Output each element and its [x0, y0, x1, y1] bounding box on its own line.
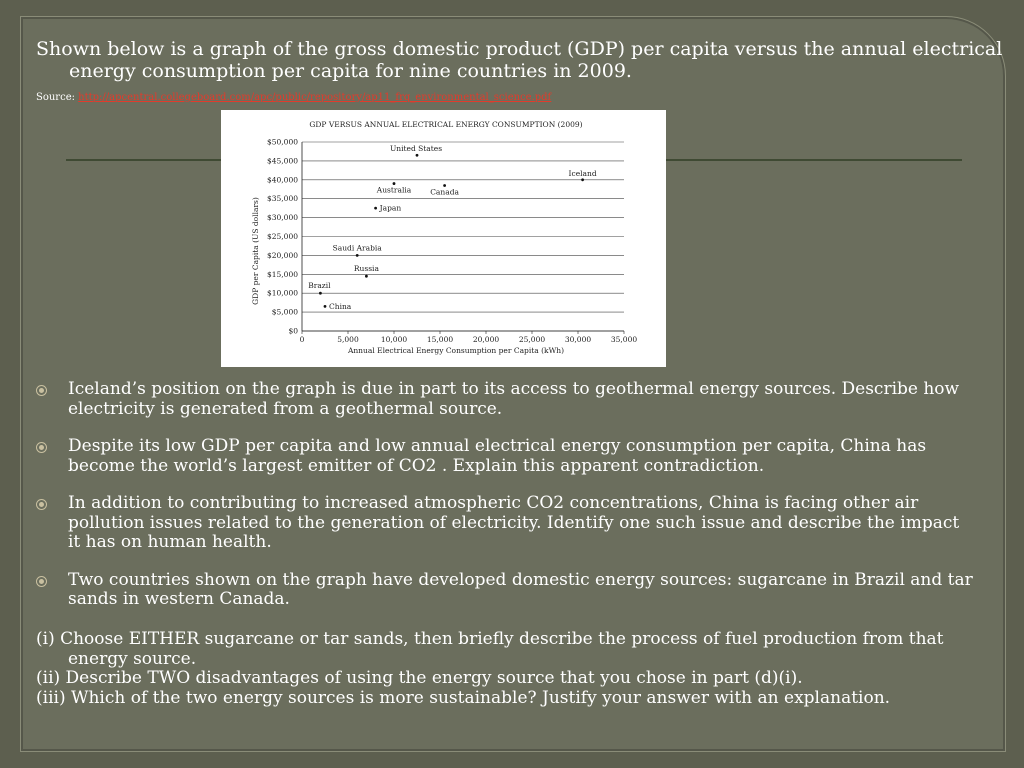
chart-point — [324, 305, 327, 308]
chart-x-tick-label: 5,000 — [337, 335, 359, 344]
chart-y-tick-label: $45,000 — [266, 156, 298, 166]
chart-x-tick-label: 30,000 — [564, 335, 592, 344]
sub-question: (i) Choose EITHER sugarcane or tar sands, then briefly describe the process of fuel production from that energy source. — [36, 629, 944, 669]
bullet-text: In addition to contributing to increased atmospheric CO2 concentrations, China is facing other air pollution issues related to the generation of electricity. Identify one such issue and describe the impact it has on human health. — [68, 493, 960, 552]
bullet-text: Despite its low GDP per capita and low annual electrical energy consumption per capita, China has become the world’s largest emitter of CO2 . Explain this apparent contradiction. — [68, 436, 927, 476]
chart-svg — [221, 110, 666, 367]
chart-point-label: Russia — [353, 264, 379, 274]
chart-point-label: Iceland — [568, 168, 597, 178]
chart-x-tick-label: 25,000 — [518, 335, 546, 344]
chart-x-tick-label: 10,000 — [380, 335, 408, 344]
bullet-item — [36, 380, 976, 419]
bullet-circle-icon — [36, 442, 47, 453]
chart-point — [581, 178, 584, 181]
chart-point — [356, 254, 359, 257]
bullet-text: Two countries shown on the graph have developed domestic energy sources: sugarcane in Brazil and tar sands in western Canada. — [68, 569, 973, 609]
chart-title: GDP VERSUS ANNUAL ELECTRICAL ENERGY CONSUMPTION (2009) — [309, 120, 583, 129]
sub-question: (iii) Which of the two energy sources is more sustainable? Justify your answer with an explanation. — [36, 687, 891, 708]
bullet-text: Iceland’s position on the graph is due in part to its access to geothermal energy sources. Describe how electricity is generated from a geothermal source. — [68, 379, 960, 419]
chart-x-tick-label: 15,000 — [426, 335, 454, 344]
source-link[interactable]: http://apcentral.collegeboard.com/apc/public/repository/ap11_frq_environmental_science.pdf — [78, 92, 552, 103]
bullet-circle-icon — [36, 385, 47, 396]
chart-point-label: Australia — [376, 185, 412, 195]
intro-text: Shown below is a graph of the gross domestic product (GDP) per capita versus the annual electrical energy consumption per capita for nine countries in 2009. — [36, 38, 1003, 82]
chart-y-tick-label: $0 — [288, 326, 298, 336]
chart-point-label: Brazil — [308, 281, 331, 291]
bullet-circle-icon — [36, 576, 47, 587]
chart-point-label: Japan — [379, 203, 402, 213]
chart-y-tick-label: $5,000 — [271, 307, 298, 317]
bullet-item — [36, 494, 976, 553]
chart-point — [393, 182, 396, 185]
bullet-item — [36, 571, 976, 610]
source-line — [36, 92, 551, 103]
chart-point-label: United States — [389, 144, 443, 154]
chart-point — [416, 154, 419, 157]
chart-y-tick-label: $30,000 — [266, 213, 298, 223]
chart-y-axis-label: GDP per Capita (US dollars) — [251, 197, 260, 305]
question-bullets — [36, 380, 976, 628]
chart-point-label: Canada — [430, 187, 459, 197]
chart-y-tick-label: $35,000 — [266, 194, 298, 204]
chart-point — [443, 184, 446, 187]
chart-x-axis-label: Annual Electrical Energy Consumption per Capita (kWh) — [347, 346, 565, 355]
sub-questions — [36, 630, 976, 708]
chart-point-label: Saudi Arabia — [332, 243, 382, 253]
chart-point — [365, 275, 368, 278]
gdp-energy-chart — [221, 110, 666, 367]
chart-y-tick-label: $25,000 — [266, 232, 298, 241]
chart-y-tick-label: $15,000 — [266, 269, 298, 279]
chart-x-tick-label: 0 — [299, 335, 305, 344]
chart-point-label: China — [329, 301, 352, 311]
chart-y-tick-label: $10,000 — [266, 288, 298, 298]
bullet-item — [36, 437, 976, 476]
chart-x-tick-label: 20,000 — [472, 335, 500, 344]
chart-point — [374, 207, 377, 210]
chart-point — [319, 292, 322, 295]
source-label: Source: — [36, 92, 75, 103]
chart-y-tick-label: $20,000 — [266, 250, 298, 260]
chart-x-tick-label: 35,000 — [610, 335, 638, 344]
chart-y-tick-label: $50,000 — [266, 137, 298, 147]
chart-y-tick-label: $40,000 — [266, 175, 298, 185]
bullet-circle-icon — [36, 499, 47, 510]
sub-question: (ii) Describe TWO disadvantages of using the energy source that you chose in part (d)(i). — [36, 668, 803, 688]
